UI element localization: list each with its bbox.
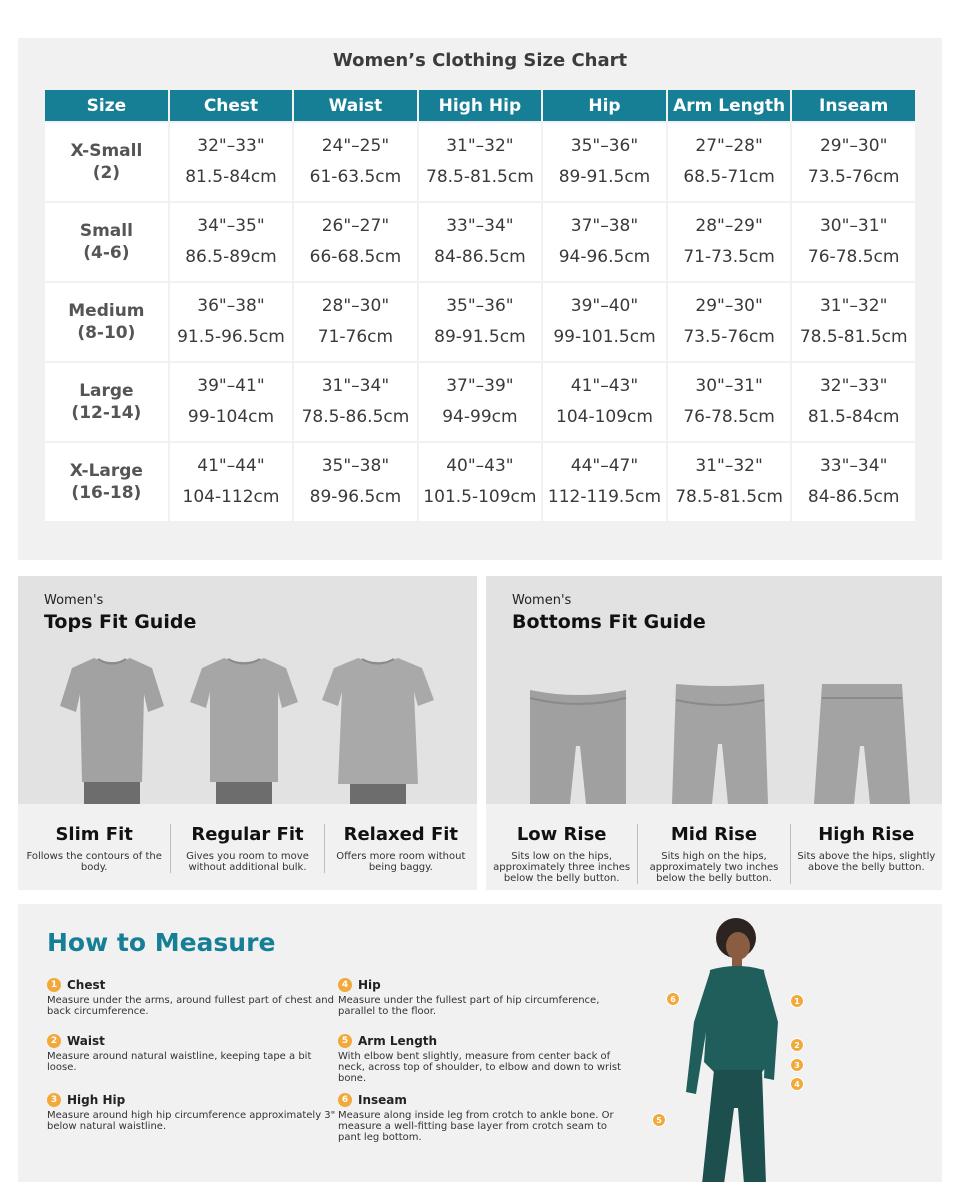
inches-value: 31"–34" xyxy=(321,376,390,396)
cm-value: 61-63.5cm xyxy=(309,167,402,187)
number-badge-icon: 1 xyxy=(47,978,61,992)
size-range: (4-6) xyxy=(83,243,130,263)
size-range: (16-18) xyxy=(71,483,142,503)
tops-fit-guide xyxy=(18,576,477,890)
size-name: Large xyxy=(79,381,134,401)
measure-name: Waist xyxy=(67,1034,105,1048)
cm-value: 81.5-84cm xyxy=(185,167,277,187)
number-badge-icon: 3 xyxy=(47,1093,61,1107)
measure-desc: Measure along inside leg from crotch to ankle bone. Or measure a well-fitting base layer from crotch seam to pant leg bottom. xyxy=(338,1110,614,1143)
cm-value: 78.5-81.5cm xyxy=(426,167,534,187)
fit-option-slim xyxy=(18,824,170,873)
measurement-cell xyxy=(170,123,292,201)
measure-desc: Measure around high hip circumference approximately 3" below natural waistline. xyxy=(47,1110,336,1132)
measure-item-high-hip xyxy=(47,1093,337,1132)
header-hip: Hip xyxy=(543,90,666,121)
measurement-cell xyxy=(543,123,666,201)
inches-value: 33"–34" xyxy=(819,456,888,476)
cm-value: 71-76cm xyxy=(317,327,394,347)
cm-value: 99-104cm xyxy=(187,407,275,427)
inches-value: 37"–38" xyxy=(570,216,639,236)
measurement-cell xyxy=(668,363,791,441)
bottoms-kicker: Women's xyxy=(512,593,572,608)
fit-option-low-rise xyxy=(486,824,637,884)
bottoms-title: Bottoms Fit Guide xyxy=(512,611,706,633)
size-range: (12-14) xyxy=(71,403,142,423)
inches-value: 30"–31" xyxy=(819,216,888,236)
table-row xyxy=(45,203,915,281)
fit-option-regular xyxy=(170,824,323,873)
size-label-cell xyxy=(45,123,168,201)
cm-value: 66-68.5cm xyxy=(309,247,402,267)
size-chart-title: Women’s Clothing Size Chart xyxy=(332,50,628,71)
fit-option-desc: Sits high on the hips, approximately two inches below the belly button. xyxy=(649,851,779,884)
size-name: Medium xyxy=(68,301,145,321)
measurement-cell xyxy=(792,283,915,361)
fit-option-desc: Follows the contours of the body. xyxy=(26,851,162,873)
fit-option-name: Mid Rise xyxy=(670,824,758,845)
measure-item-arm-length xyxy=(338,1034,628,1084)
header-waist: Waist xyxy=(294,90,416,121)
cm-value: 76-78.5cm xyxy=(683,407,775,427)
inches-value: 31"–32" xyxy=(819,296,888,316)
inches-value: 40"–43" xyxy=(446,456,514,476)
inches-value: 29"–30" xyxy=(819,136,888,156)
number-badge-icon: 2 xyxy=(47,1034,61,1048)
measurement-cell xyxy=(419,363,541,441)
measurement-cell xyxy=(170,363,292,441)
size-range: (8-10) xyxy=(77,323,136,343)
measurement-cell xyxy=(419,443,541,521)
inches-value: 24"–25" xyxy=(321,136,390,156)
measurement-cell xyxy=(419,203,541,281)
cm-value: 86.5-89cm xyxy=(185,247,277,267)
cm-value: 73.5-76cm xyxy=(683,327,775,347)
how-to-measure-title: How to Measure xyxy=(47,928,276,957)
inches-value: 41"–43" xyxy=(570,376,639,396)
fit-option-name: Slim Fit xyxy=(55,824,133,845)
cm-value: 84-86.5cm xyxy=(807,487,900,507)
size-name: X-Large xyxy=(69,461,143,481)
measurement-cell xyxy=(294,203,416,281)
inches-value: 44"–47" xyxy=(570,456,639,476)
inches-value: 36"–38" xyxy=(197,296,265,316)
callout-1-icon: 1 xyxy=(790,994,804,1008)
inches-value: 26"–27" xyxy=(321,216,390,236)
table-row xyxy=(45,283,915,361)
fit-option-name: Low Rise xyxy=(516,824,607,845)
callout-6-icon: 6 xyxy=(666,992,680,1006)
header-chest: Chest xyxy=(170,90,292,121)
cm-value: 78.5-81.5cm xyxy=(675,487,783,507)
size-table xyxy=(43,88,917,523)
inches-value: 39"–40" xyxy=(570,296,639,316)
size-label-cell xyxy=(45,283,168,361)
fit-option-desc: Offers more room without being baggy. xyxy=(336,851,466,873)
measure-desc: With elbow bent slightly, measure from center back of neck, across top of shoulder, to elbow and down to wrist bone. xyxy=(338,1051,622,1084)
measurement-cell xyxy=(294,363,416,441)
measurement-cell xyxy=(170,283,292,361)
size-chart-panel xyxy=(18,38,942,560)
size-label-cell xyxy=(45,443,168,521)
callout-4-icon: 4 xyxy=(790,1077,804,1091)
measure-name: Chest xyxy=(67,978,106,992)
measurement-cell xyxy=(792,123,915,201)
number-badge-icon: 6 xyxy=(338,1093,352,1107)
inches-value: 33"–34" xyxy=(446,216,514,236)
measurement-cell xyxy=(543,203,666,281)
legging-mid-rise-image xyxy=(668,680,772,804)
number-badge-icon: 4 xyxy=(338,978,352,992)
fit-option-desc: Gives you room to move without additional bulk. xyxy=(186,851,309,873)
cm-value: 94-96.5cm xyxy=(558,247,651,267)
fit-option-desc: Sits low on the hips, approximately three inches below the belly button. xyxy=(493,851,631,884)
measure-item-inseam xyxy=(338,1093,628,1143)
callout-3-icon: 3 xyxy=(790,1058,804,1072)
inches-value: 35"–36" xyxy=(446,296,514,316)
callout-5-icon: 5 xyxy=(652,1113,666,1127)
fit-option-name: High Rise xyxy=(818,824,915,845)
table-row xyxy=(45,123,915,201)
measurement-cell xyxy=(792,443,915,521)
cm-value: 104-112cm xyxy=(182,487,280,507)
measurement-cell xyxy=(419,283,541,361)
measure-name: High Hip xyxy=(67,1093,126,1107)
inches-value: 32"–33" xyxy=(819,376,888,396)
size-table-body xyxy=(45,123,915,521)
measure-desc: Measure under the fullest part of hip circumference, parallel to the floor. xyxy=(338,995,600,1017)
header-arm-length: Arm Length xyxy=(668,90,791,121)
measurement-cell xyxy=(668,283,791,361)
measurement-cell xyxy=(170,203,292,281)
cm-value: 73.5-76cm xyxy=(807,167,900,187)
cm-value: 112-119.5cm xyxy=(547,487,662,507)
bottoms-fit-guide xyxy=(486,576,942,890)
callout-2-icon: 2 xyxy=(790,1038,804,1052)
legging-low-rise-image xyxy=(526,686,630,804)
table-header-row xyxy=(45,90,915,121)
measure-desc: Measure around natural waistline, keeping tape a bit loose. xyxy=(47,1051,312,1073)
cm-value: 76-78.5cm xyxy=(807,247,900,267)
inches-value: 31"–32" xyxy=(695,456,763,476)
header-inseam: Inseam xyxy=(792,90,915,121)
fit-option-mid-rise xyxy=(637,824,789,884)
cm-value: 89-91.5cm xyxy=(434,327,526,347)
measurement-cell xyxy=(294,283,416,361)
measurement-cell xyxy=(294,123,416,201)
table-row xyxy=(45,363,915,441)
fit-option-name: Relaxed Fit xyxy=(343,824,459,845)
model-figure-image xyxy=(658,912,808,1182)
measurement-cell xyxy=(668,123,791,201)
measurement-cell xyxy=(668,203,791,281)
measure-desc: Measure under the arms, around fullest part of chest and back circumference. xyxy=(47,995,334,1017)
cm-value: 71-73.5cm xyxy=(683,247,775,267)
bottoms-fit-options xyxy=(486,824,942,884)
inches-value: 37"–39" xyxy=(446,376,514,396)
header-high-hip: High Hip xyxy=(419,90,541,121)
tee-regular-image xyxy=(186,654,302,804)
fit-option-name: Regular Fit xyxy=(191,824,304,845)
inches-value: 28"–29" xyxy=(695,216,763,236)
cm-value: 68.5-71cm xyxy=(683,167,775,187)
inches-value: 29"–30" xyxy=(695,296,763,316)
size-label-cell xyxy=(45,363,168,441)
cm-value: 78.5-86.5cm xyxy=(301,407,410,427)
measure-item-chest xyxy=(47,978,337,1017)
measurement-cell xyxy=(170,443,292,521)
cm-value: 104-109cm xyxy=(556,407,653,427)
tops-kicker: Women's xyxy=(44,593,104,608)
cm-value: 91.5-96.5cm xyxy=(177,327,285,347)
size-range: (2) xyxy=(92,163,121,183)
inches-value: 39"–41" xyxy=(197,376,265,396)
legging-high-rise-image xyxy=(810,680,914,804)
inches-value: 32"–33" xyxy=(197,136,265,156)
inches-value: 30"–31" xyxy=(695,376,763,396)
measure-item-hip xyxy=(338,978,628,1017)
measure-name: Hip xyxy=(358,978,381,992)
measurement-cell xyxy=(543,443,666,521)
inches-value: 28"–30" xyxy=(321,296,390,316)
inches-value: 27"–28" xyxy=(695,136,763,156)
fit-option-relaxed xyxy=(324,824,477,873)
cm-value: 89-91.5cm xyxy=(558,167,651,187)
tee-slim-image xyxy=(56,654,168,804)
cm-value: 89-96.5cm xyxy=(309,487,402,507)
inches-value: 41"–44" xyxy=(197,456,265,476)
tee-relaxed-image xyxy=(318,654,438,804)
measurement-cell xyxy=(792,203,915,281)
cm-value: 94-99cm xyxy=(442,407,518,427)
cm-value: 81.5-84cm xyxy=(807,407,900,427)
measurement-cell xyxy=(419,123,541,201)
inches-value: 35"–36" xyxy=(570,136,639,156)
measurement-cell xyxy=(543,283,666,361)
cm-value: 84-86.5cm xyxy=(434,247,526,267)
size-name: Small xyxy=(79,221,133,241)
measurement-cell xyxy=(792,363,915,441)
header-size: Size xyxy=(45,90,168,121)
cm-value: 101.5-109cm xyxy=(423,487,537,507)
measure-item-waist xyxy=(47,1034,337,1073)
size-label-cell xyxy=(45,203,168,281)
tops-title: Tops Fit Guide xyxy=(44,611,197,633)
inches-value: 31"–32" xyxy=(446,136,514,156)
measure-name: Arm Length xyxy=(358,1034,438,1048)
cm-value: 78.5-81.5cm xyxy=(799,327,908,347)
number-badge-icon: 5 xyxy=(338,1034,352,1048)
how-to-measure-panel xyxy=(18,904,942,1182)
measurement-cell xyxy=(668,443,791,521)
tops-fit-options xyxy=(18,824,477,873)
fit-option-desc: Sits above the hips, slightly above the belly button. xyxy=(797,851,936,873)
size-name: X-Small xyxy=(70,141,143,161)
fit-option-high-rise xyxy=(790,824,942,884)
inches-value: 34"–35" xyxy=(197,216,265,236)
measure-name: Inseam xyxy=(358,1093,407,1107)
cm-value: 99-101.5cm xyxy=(553,327,656,347)
measurement-cell xyxy=(294,443,416,521)
inches-value: 35"–38" xyxy=(321,456,390,476)
table-row xyxy=(45,443,915,521)
measurement-cell xyxy=(543,363,666,441)
